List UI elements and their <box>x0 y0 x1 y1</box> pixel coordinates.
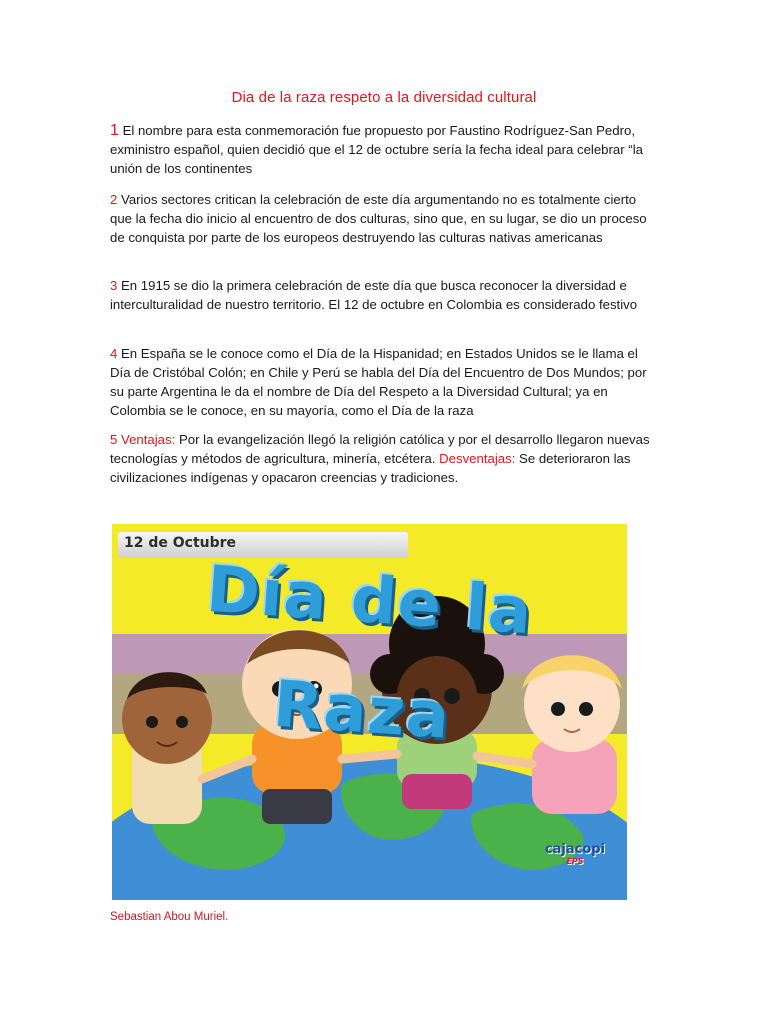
paragraph-number: 2 <box>110 192 118 207</box>
cons-text: Se deterioraron las civilizaciones indígenas y opacaron creencias y tradiciones. <box>110 451 631 485</box>
brand-name: cajacopi <box>544 842 606 857</box>
paragraph-text: En España se le conoce como el Día de la Hispanidad; en Estados Unidos se le llama el Día de Cristóbal Colón; en Chile y Perú se habla del Día del Encuentro de Dos Mundos; por su parte Argentina le da el nombre de Día del Respeto a la Diversidad Cultural; ya en Colombia se le conoce, en su mayoría, como el Día de la raza <box>110 346 647 418</box>
cons-label: Desventajas: <box>439 451 516 466</box>
child-1 <box>122 672 212 824</box>
paragraph-3 <box>110 276 658 314</box>
author-signature: Sebastian Abou Muriel. <box>110 911 229 923</box>
paragraph-text: El nombre para esta conmemoración fue propuesto por Faustino Rodríguez-San Pedro, exministro español, quien decidió que el 12 de octubre sería la fecha ideal para celebrar “la unión de los continentes <box>110 123 643 176</box>
brand-logo <box>530 842 620 866</box>
paragraph-text: Varios sectores critican la celebración de este día argumentando no es totalmente cierto que la fecha dio inicio al encuentro de dos culturas, sino que, en su lugar, se dio un proceso de conquista por parte de los europeos destruyendo las culturas nativas americanas <box>110 192 647 245</box>
paragraph-text: En 1915 se dio la primera celebración de este día que busca reconocer la diversidad e interculturalidad de nuestro territorio. El 12 de octubre en Colombia es considerado festivo <box>110 278 638 312</box>
paragraph-5 <box>110 430 658 487</box>
date-label: 12 de Octubre <box>124 535 237 551</box>
brand-tagline: EPS <box>566 857 584 866</box>
pros-text: Por la evangelización llegó la religión católica y por el desarrollo llegaron nuevas tecnologías y métodos de agricultura, minería, etcétera. <box>110 432 650 466</box>
paragraph-4 <box>110 344 658 420</box>
paragraph-number: 5 <box>110 432 118 447</box>
dia-de-la-raza-illustration <box>112 524 627 900</box>
child-4 <box>522 655 622 814</box>
paragraph-number: 1 <box>110 122 119 139</box>
paragraph-2 <box>110 190 658 247</box>
banner-title: Día de la Raza <box>204 552 535 754</box>
paragraph-number: 4 <box>110 346 118 361</box>
pros-label: Ventajas: <box>121 432 176 447</box>
paragraph-1 <box>110 121 658 178</box>
document-title: Dia de la raza respeto a la diversidad cultural <box>231 89 537 106</box>
paragraph-number: 3 <box>110 278 118 293</box>
